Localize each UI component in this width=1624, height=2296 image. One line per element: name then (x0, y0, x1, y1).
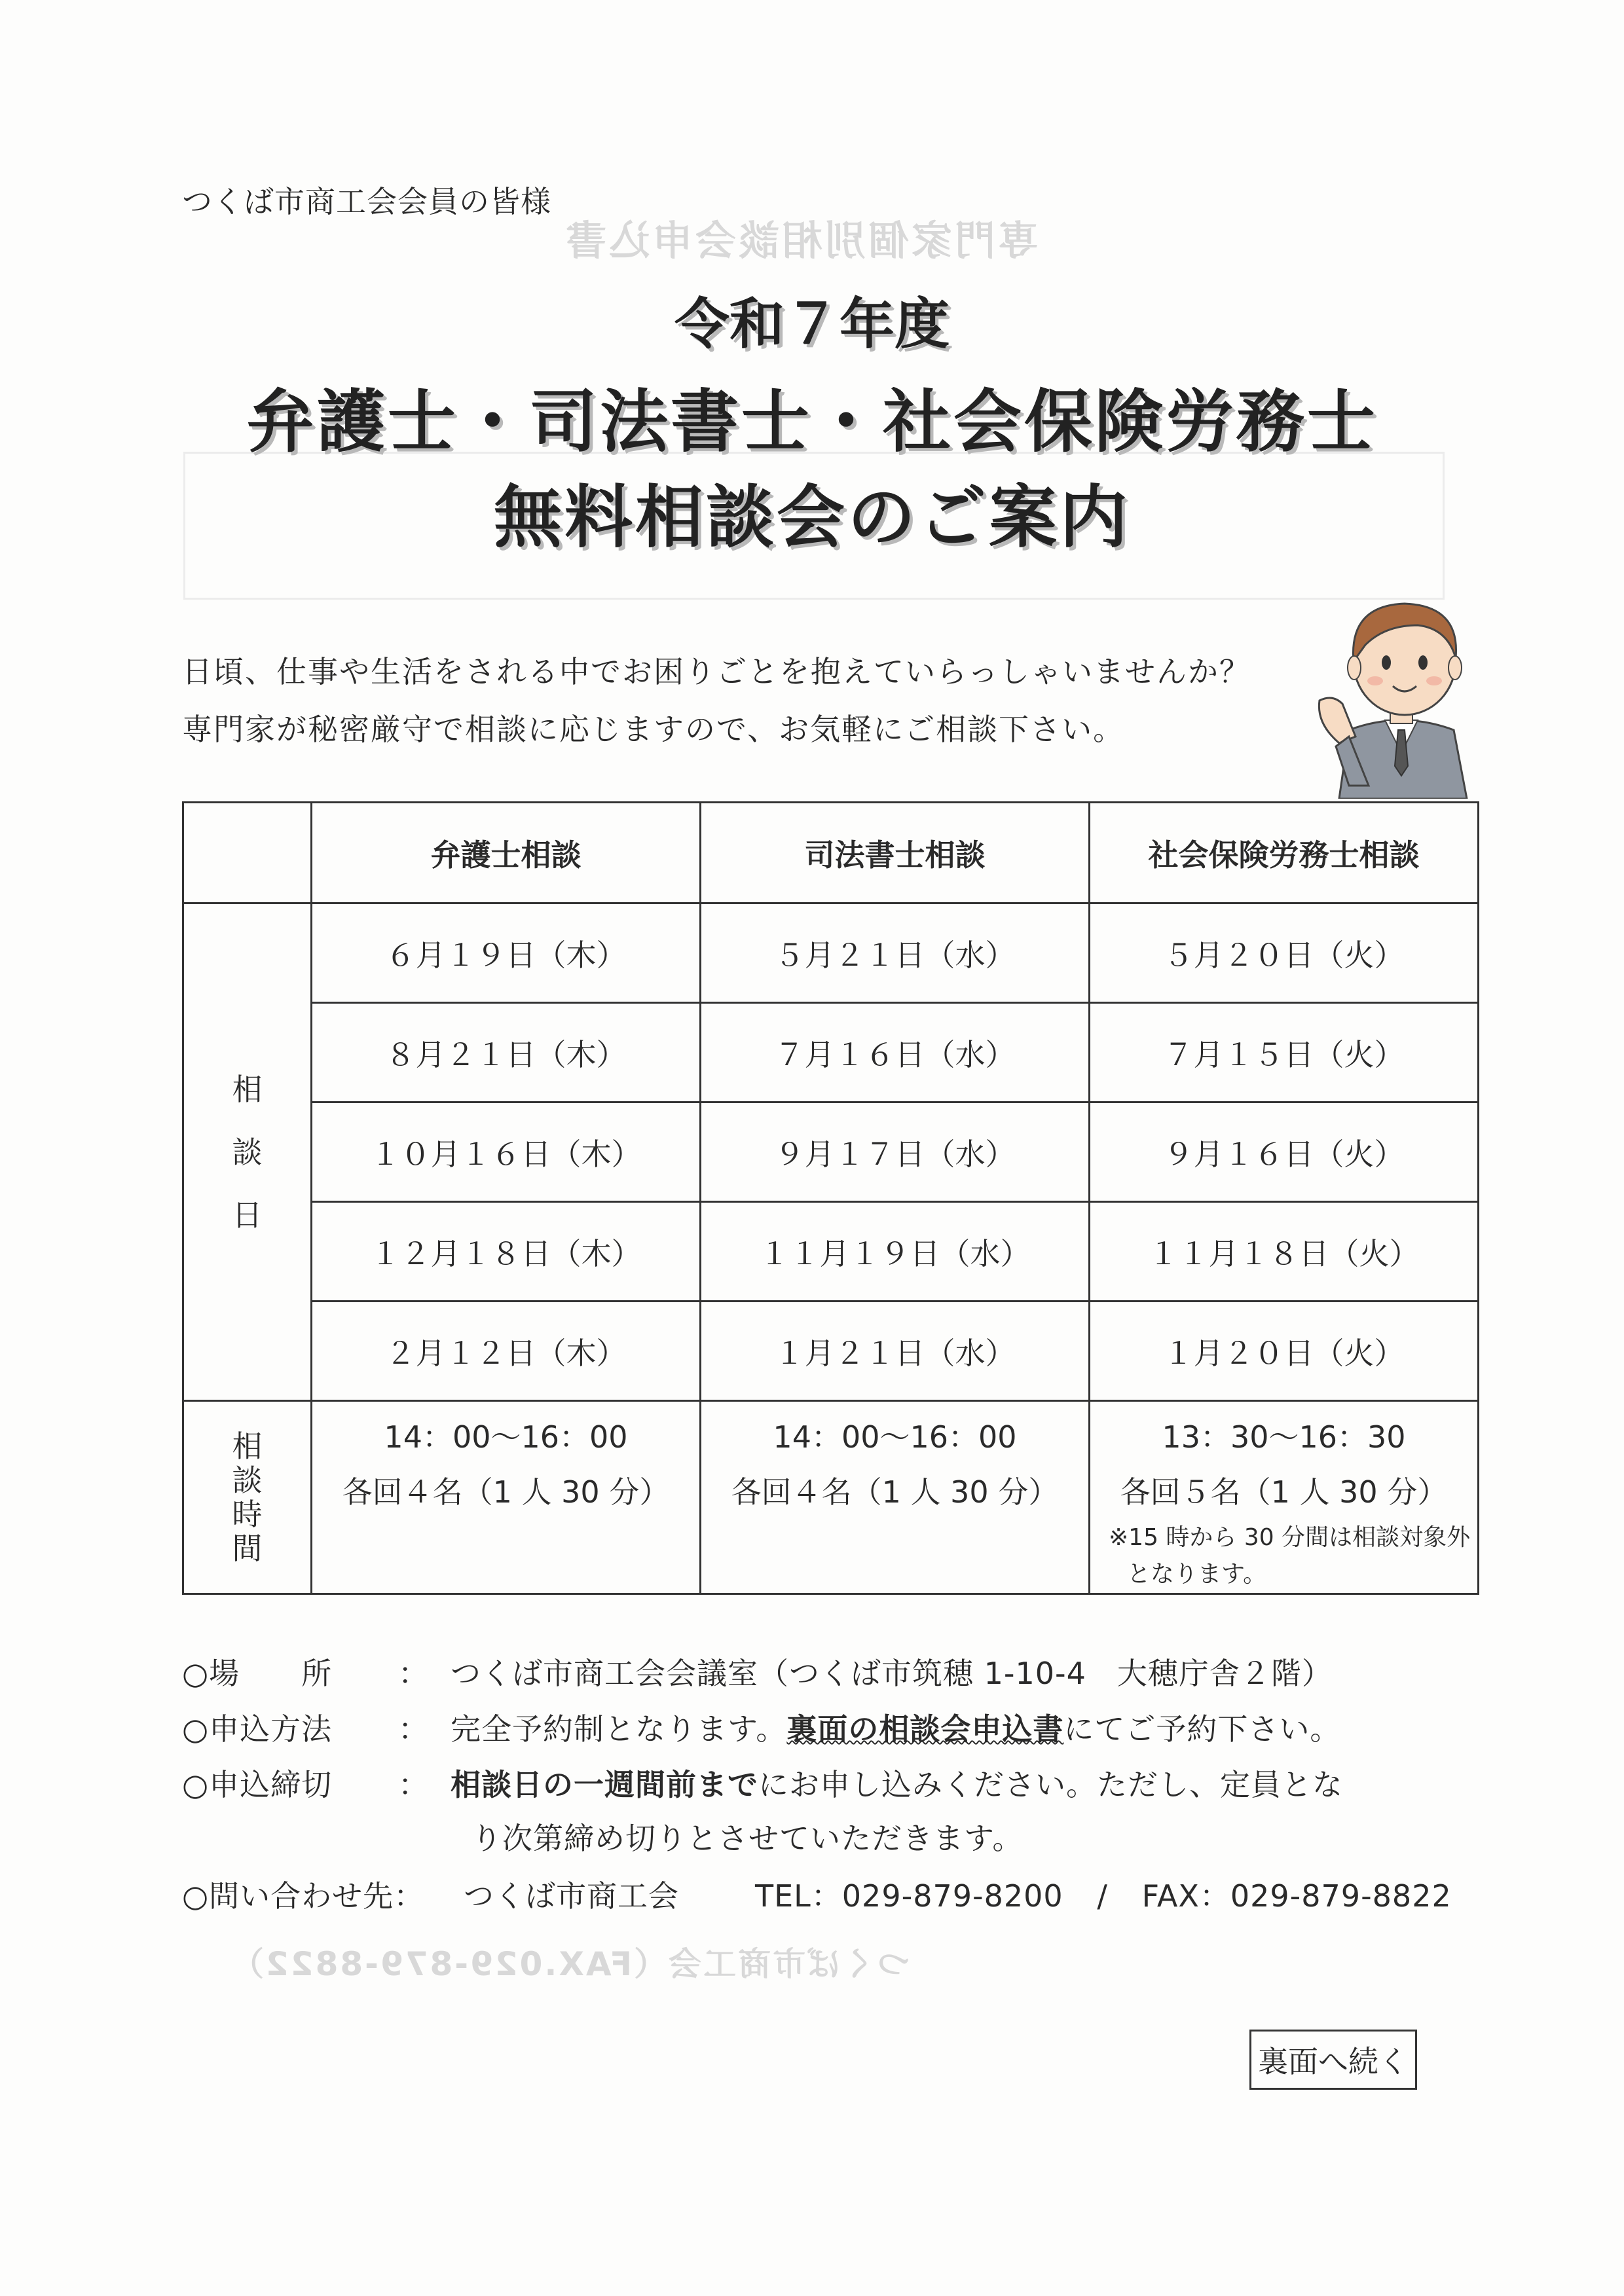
greeting: つくば市商工会会員の皆様 (182, 184, 551, 219)
date-cell: １月２０日（火） (1090, 1302, 1479, 1401)
date-cell: １１月１９日（水） (701, 1202, 1090, 1302)
date-cell: １２月１８日（木） (312, 1202, 701, 1302)
continue-on-back-label: 裏面へ続く (1249, 2030, 1417, 2090)
place-value: つくば市商工会会議室（つくば市筑穂 1-10-4 大穂庁舎２階） (451, 1656, 1333, 1691)
date-cell: １月２１日（水） (701, 1302, 1090, 1401)
date-cell: ９月１６日（火） (1090, 1102, 1479, 1202)
intro-line-2: 専門家が秘密厳守で相談に応じますので、お気軽にご相談下さい。 (182, 712, 1125, 747)
date-cell: ８月２１日（木） (312, 1003, 701, 1102)
reverse-bleed-title: 専門家個別相談会申込書 (563, 217, 1039, 264)
break-time-note-cont: となります。 (1127, 1561, 1267, 1588)
info-contact: ○問い合わせ先： つくば市商工会 TEL：029-879-8200 / FAX：029-879-8822 (182, 1872, 1452, 1916)
table-row (183, 1102, 1479, 1202)
title-free-consultation: 無料相談会のご案内 (493, 477, 1130, 557)
intro-line-1: 日頃、仕事や生活をされる中でお困りごとを抱えていらっしゃいませんか？ (182, 654, 1251, 689)
info-deadline: ○申込締切 ： 相談日の一週間前までにお申し込みください。ただし、定員とな (182, 1767, 1343, 1802)
date-cell: １１月１８日（火） (1090, 1202, 1479, 1302)
date-cell: ２月１２日（木） (312, 1302, 701, 1401)
reverse-bleed-footer: つくば市商工会（FAX.029-879-8822） (229, 1945, 910, 1983)
info-deadline-cont: り次第締め切りとさせていただきます。 (471, 1821, 1024, 1856)
time-cell-lawyer: 14：00〜16：00 各回４名（1 人 30 分） (312, 1401, 701, 1594)
info-place: ○場 所 ： つくば市商工会会議室（つくば市筑穂 1-10-4 大穂庁舎２階） (182, 1656, 1333, 1691)
date-cell: １０月１６日（木） (312, 1102, 701, 1202)
col-header-labor-consultant: 社会保険労務士相談 (1090, 803, 1479, 903)
time-cell-judicial-scrivener: 14：00〜16：00 各回４名（1 人 30 分） (701, 1401, 1090, 1594)
businessman-illustration (1313, 589, 1490, 799)
date-cell: ５月２１日（水） (701, 903, 1090, 1003)
table-row (183, 1003, 1479, 1102)
table-row (183, 1302, 1479, 1401)
title-professions: 弁護士・司法書士・社会保険労務士 (246, 382, 1378, 462)
date-cell: ７月１６日（水） (701, 1003, 1090, 1102)
table-header-row (183, 803, 1479, 903)
table-row (183, 1202, 1479, 1302)
table-row-times (183, 1401, 1479, 1594)
contact-fax: FAX：029-879-8822 (1141, 1878, 1452, 1914)
date-cell: ９月１７日（水） (701, 1102, 1090, 1202)
row-header-consultation-days: 相 談 日 (183, 903, 312, 1401)
table-row (183, 903, 1479, 1003)
date-cell: ５月２０日（火） (1090, 903, 1479, 1003)
corner-cell (183, 803, 312, 903)
date-cell: ７月１５日（火） (1090, 1003, 1479, 1102)
application-form-reference: 裏面の相談会申込書 (786, 1711, 1064, 1747)
row-header-consultation-time: 相 談 時 間 (183, 1401, 312, 1594)
break-time-note: ※15 時から 30 分間は相談対象外 (1109, 1524, 1471, 1551)
info-method: ○申込方法 ： 完全予約制となります。裏面の相談会申込書にてご予約下さい。 (182, 1711, 1341, 1747)
time-cell-labor-consultant: 13：30〜16：30 各回５名（1 人 30 分） ※15 時から 30 分間は相談対象外 となります。 (1090, 1401, 1479, 1594)
contact-org: つくば市商工会 (464, 1878, 679, 1914)
title-fiscal-year: 令和７年度 (674, 292, 950, 356)
consultation-schedule-table (182, 801, 1479, 1595)
col-header-judicial-scrivener: 司法書士相談 (701, 803, 1090, 903)
date-cell: ６月１９日（木） (312, 903, 701, 1003)
deadline-emphasis: 相談日の一週間前まで (451, 1767, 758, 1802)
col-header-lawyer: 弁護士相談 (312, 803, 701, 903)
contact-tel: TEL：029-879-8200 (755, 1878, 1063, 1914)
